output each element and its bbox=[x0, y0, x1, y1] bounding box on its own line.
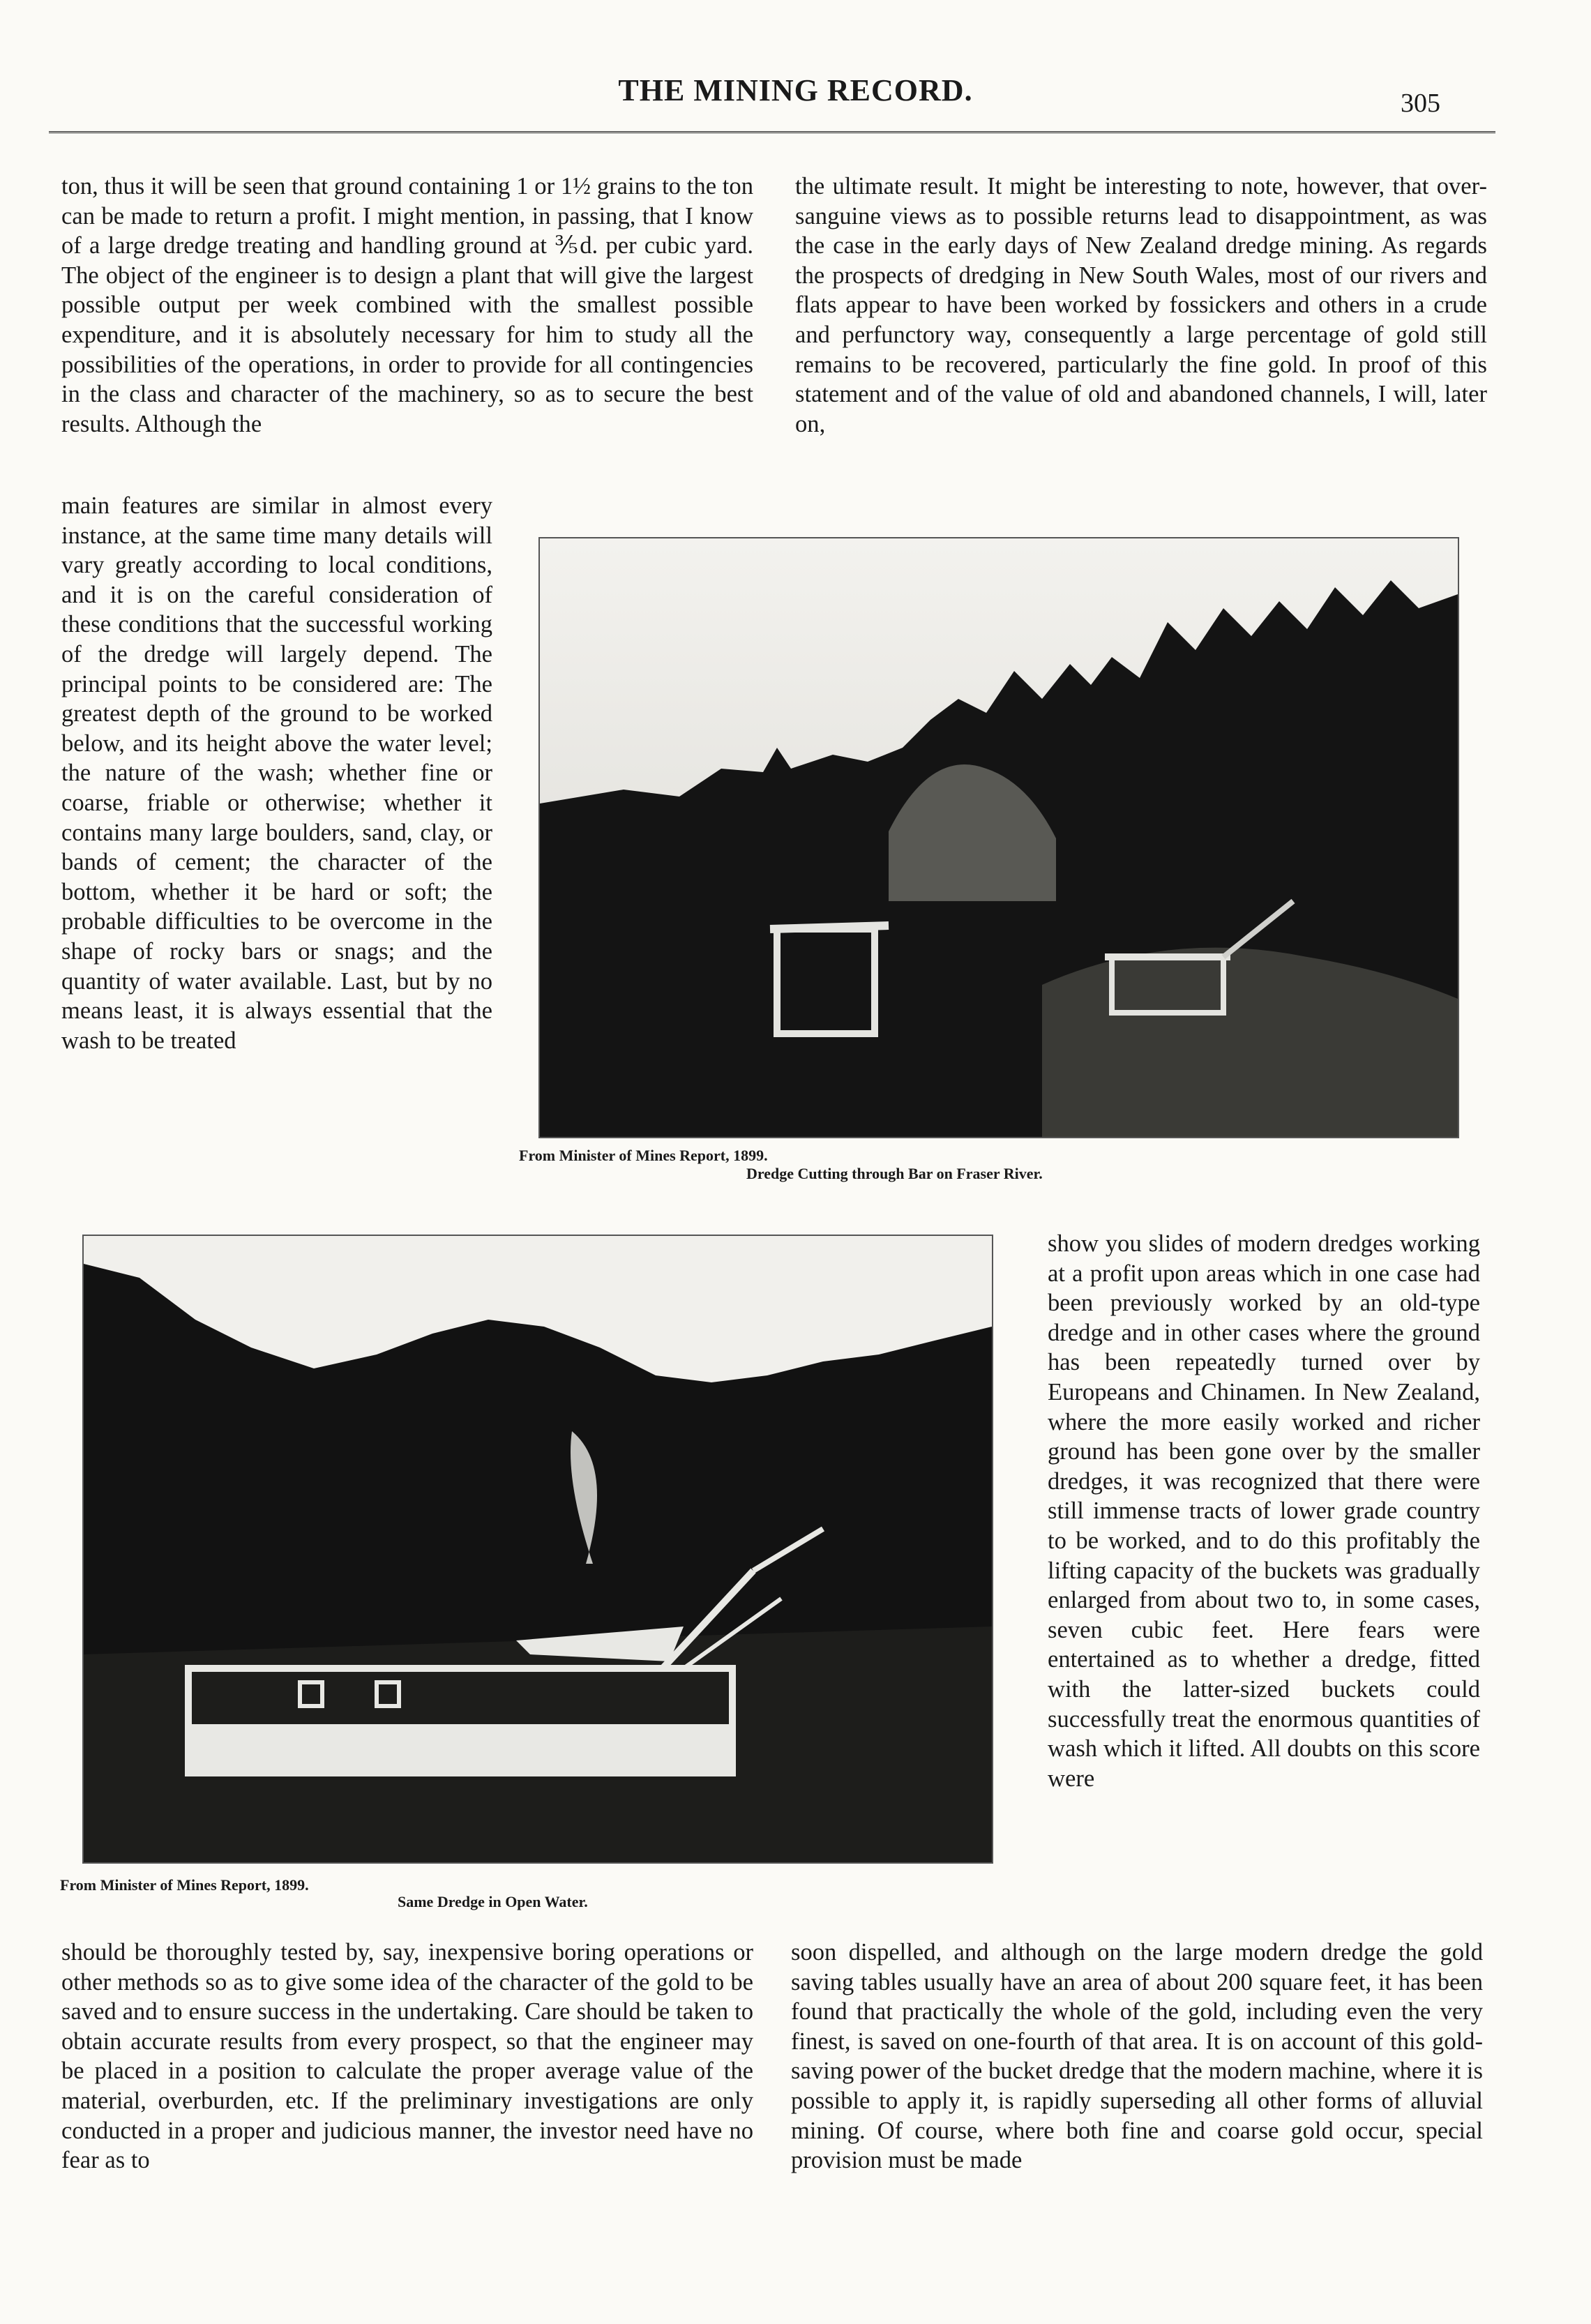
text-block-right-bottom bbox=[791, 1938, 1483, 2175]
figure-2-caption: Same Dredge in Open Water. bbox=[398, 1893, 588, 1910]
paragraph: the ultimate result. It might be interesting to note, however, that over-sanguine views as to possible returns lead to disappointment, as was the case in the early days of New Zealand dredge mining. As regards the prospects of dredging in New South Wales, most of our rivers and flats appear to have been worked by fossickers and others in a crude and perfunctory way, consequently a large percentage of gold still remains to be recovered, particularly the fine gold. In proof of this statement and of the value of old and abandoned channels, I will, later on, bbox=[795, 173, 1487, 437]
figure-1-caption: Dredge Cutting through Bar on Fraser River. bbox=[746, 1165, 1043, 1182]
figure-1-source: From Minister of Mines Report, 1899. bbox=[519, 1147, 768, 1164]
paragraph: should be thoroughly tested by, say, inexpensive boring operations or other methods so as to give some idea of the character of the gold to be saved and to ensure success in the undertaking. Care should be taken to obtain accurate results from every prospect, so that the engineer may be placed in a position to calculate the proper average value of the material, overburden, etc. If the preliminary investigations are only conducted in a proper and judicious manner, the investor need have no fear as to bbox=[61, 1939, 753, 2174]
text-block-left-narrow bbox=[61, 491, 492, 1055]
text-block-right-top bbox=[795, 172, 1487, 439]
photo-illustration-1 bbox=[540, 538, 1458, 1137]
text-block-right-narrow bbox=[1048, 1229, 1480, 1793]
photo-dredge-cutting-bar bbox=[538, 537, 1459, 1138]
figure-2-source: From Minister of Mines Report, 1899. bbox=[60, 1876, 309, 1894]
header-rule bbox=[49, 131, 1495, 137]
paragraph: ton, thus it will be seen that ground containing 1 or 1½ grains to the ton can be made to return a profit. I might mention, in passing, that I know of a large dredge treating and handling ground at ⅗d. per cubic yard. The object of the engineer is to design a plant that will give the largest possible output per week combined with the smallest possible expenditure, and it is absolutely necessary for him to study all the possibilities of the operations, in order to provide for all contingencies in the class and character of the machinery, so as to secure the best results. Although the bbox=[61, 173, 753, 437]
paragraph: main features are similar in almost every instance, at the same time many details will vary greatly according to local conditions, and it is on the careful consideration of these conditions that the successful working of the dredge will largely depend. The principal points to be considered are: The greatest depth of the ground to be worked below, and its height above the water level; the nature of the wash; whether fine or coarse, friable or otherwise; whether it contains many large boulders, sand, clay, or bands of cement; the character of the bottom, whether it be hard or soft; the probable difficulties to be overcome in the shape of rocky bars or snags; and the quantity of water available. Last, but by no means least, it is always essential that the wash to be treated bbox=[61, 492, 492, 1054]
text-block-left-bottom bbox=[61, 1938, 753, 2175]
page-number: 305 bbox=[1401, 89, 1440, 118]
photo-dredge-open-water bbox=[82, 1235, 993, 1864]
text-block-left-top bbox=[61, 172, 753, 439]
paragraph: soon dispelled, and although on the large modern dredge the gold saving tables usually have an area of about 200 square feet, it has been found that practically the whole of the gold, including even the very finest, is saved on one-fourth of that area. It is on account of this gold-saving power of the bucket dredge that the modern machine, where it is possible to apply it, is rapidly superseding all other forms of alluvial mining. Of course, where both fine and coarse gold occur, special provision must be made bbox=[791, 1939, 1483, 2174]
photo-illustration-2 bbox=[84, 1236, 992, 1862]
paragraph: show you slides of modern dredges working at a profit upon areas which in one case had been previously worked by an old-type dredge and in other cases where the ground has been repeatedly turned over by Europeans and Chinamen. In New Zealand, where the more easily worked and richer ground has been gone over by the smaller dredges, it was recognized that there were still immense tracts of lower grade country to be worked, and to do this profitably the lifting capacity of the buckets was gradually enlarged from about two to, in some cases, seven cubic feet. Here fears were entertained as to whether a dredge, fitted with the latter-sized buckets could successfully treat the enormous quantities of wash which it lifted. All doubts on this score were bbox=[1048, 1230, 1480, 1792]
running-header-title: THE MINING RECORD. bbox=[618, 73, 973, 107]
